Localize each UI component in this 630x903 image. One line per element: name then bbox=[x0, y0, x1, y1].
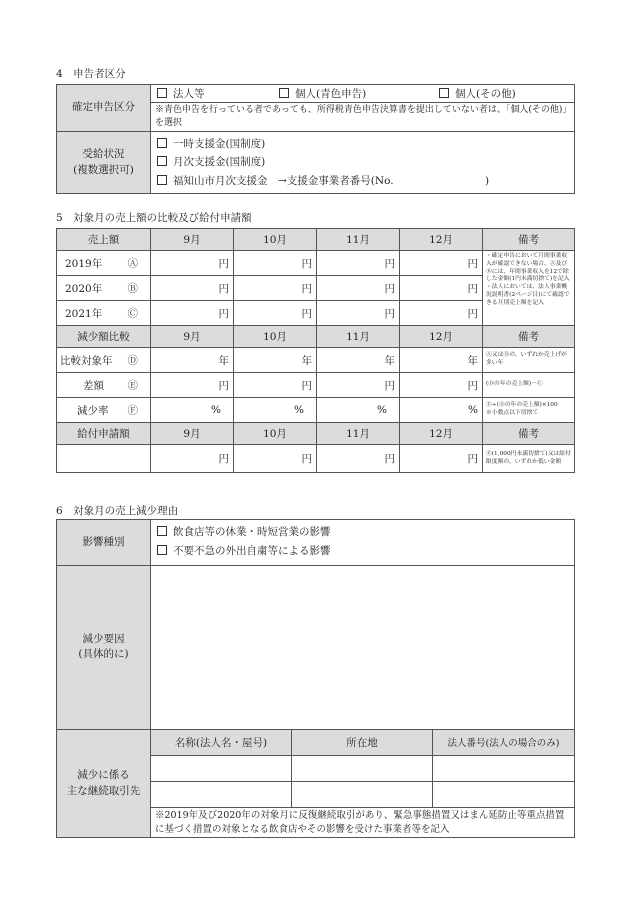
month-header: 12月 bbox=[400, 326, 483, 348]
input-cell[interactable]: 円 bbox=[400, 301, 483, 326]
rate-note: Ⓔ÷(Ⓓの年の売上額)×100 ※小数点以下切捨て bbox=[483, 398, 575, 423]
jukyu-options bbox=[151, 132, 575, 194]
input-cell[interactable] bbox=[433, 755, 575, 781]
section-4-table bbox=[56, 84, 575, 194]
checkbox-icon bbox=[157, 175, 167, 185]
month-header: 11月 bbox=[317, 423, 400, 445]
jukyu-option-fukuchiyama[interactable]: 福知山市月次支援金 →支援金事業者番号(No. ) bbox=[157, 172, 568, 190]
diff-note: (Ⓓの年の売上額)－Ⓒ bbox=[483, 373, 575, 398]
apply-note: Ⓔ(1,000円未満切捨て)又は給付限度額の、いずれか低い金額 bbox=[483, 445, 575, 473]
month-header: 12月 bbox=[400, 423, 483, 445]
kakutei-options bbox=[151, 85, 574, 103]
eikyo-option-inshokuten[interactable]: 飲食店等の休業・時短営業の影響 bbox=[157, 523, 568, 542]
checkbox-icon bbox=[279, 88, 289, 98]
table-row bbox=[57, 445, 575, 473]
biko-header: 備考 bbox=[483, 423, 575, 445]
row-label-2019: 2019年 Ⓐ bbox=[57, 251, 151, 276]
kakutei-note: ※青色申告を行っている者であっても、所得税青色申告決算書を提出していない者は、「個人(その他)」を選択 bbox=[155, 105, 567, 129]
checkbox-icon bbox=[157, 526, 167, 536]
genin-label: 減少要因 (具体的に) bbox=[57, 565, 151, 729]
month-header: 10月 bbox=[234, 229, 317, 251]
input-cell[interactable]: % bbox=[317, 398, 400, 423]
section-5-table bbox=[56, 228, 575, 473]
input-cell[interactable]: 円 bbox=[234, 373, 317, 398]
input-cell[interactable]: 円 bbox=[400, 445, 483, 473]
month-header: 10月 bbox=[234, 326, 317, 348]
input-cell[interactable] bbox=[292, 781, 433, 807]
input-cell[interactable]: 円 bbox=[234, 445, 317, 473]
row-label-2021: 2021年 Ⓒ bbox=[57, 301, 151, 326]
checkbox-icon bbox=[157, 88, 167, 98]
input-cell[interactable]: 年 bbox=[317, 348, 400, 373]
col-header-name: 名称(法人名・屋号) bbox=[151, 729, 292, 755]
option-houjin[interactable]: 法人等 bbox=[157, 86, 205, 101]
biko-header: 備考 bbox=[483, 229, 575, 251]
input-cell[interactable]: 円 bbox=[400, 251, 483, 276]
jukyu-option-ichiji[interactable]: 一時支援金(国制度) bbox=[157, 135, 568, 153]
section-5-title: 5 対象月の売上額の比較及び給付申請額 bbox=[56, 212, 252, 224]
apply-header: 給付申請額 bbox=[57, 423, 151, 445]
eikyo-label: 影響種別 bbox=[57, 520, 151, 566]
input-cell[interactable] bbox=[292, 755, 433, 781]
input-cell[interactable]: 円 bbox=[151, 276, 234, 301]
reduce-header: 減少額比較 bbox=[57, 326, 151, 348]
input-cell[interactable]: 円 bbox=[151, 251, 234, 276]
month-header: 12月 bbox=[400, 229, 483, 251]
jukyu-option-getsuji[interactable]: 月次支援金(国制度) bbox=[157, 153, 568, 171]
option-kojin-sonota[interactable]: 個人(その他) bbox=[439, 86, 516, 101]
input-cell[interactable]: 年 bbox=[400, 348, 483, 373]
section-6-table bbox=[56, 519, 575, 838]
eikyo-option-gaishutsu[interactable]: 不要不急の外出自粛等による影響 bbox=[157, 542, 568, 561]
section-4-title: 4 申告者区分 bbox=[56, 68, 126, 80]
sales-note: ・確定申告において月間事業収入が確認できない場合、Ⓐ及びⒷには、年間事業収入を12で除した金額(1円未満切捨て)を記入 ・法人においては、法人事業概況説明書(2ページ目)にて確認できる月別売上額を記入 bbox=[483, 251, 575, 326]
input-cell[interactable]: 年 bbox=[151, 348, 234, 373]
section-6-title: 6 対象月の売上減少理由 bbox=[56, 505, 179, 517]
kakutei-label: 確定申告区分 bbox=[57, 85, 151, 132]
table-row bbox=[57, 251, 575, 276]
input-cell[interactable] bbox=[433, 781, 575, 807]
month-header: 9月 bbox=[151, 423, 234, 445]
table-row bbox=[57, 373, 575, 398]
option-kojin-aoiro[interactable]: 個人(青色申告) bbox=[279, 86, 366, 101]
input-cell[interactable]: 円 bbox=[151, 373, 234, 398]
month-header: 10月 bbox=[234, 423, 317, 445]
input-cell[interactable]: 円 bbox=[317, 301, 400, 326]
row-label-rate: 減少率 Ⓕ bbox=[57, 398, 151, 423]
jukyu-label: 受給状況 (複数選択可) bbox=[57, 132, 151, 194]
month-header: 11月 bbox=[317, 229, 400, 251]
input-cell[interactable] bbox=[151, 755, 292, 781]
sales-header: 売上額 bbox=[57, 229, 151, 251]
row-label-diff: 差額 Ⓔ bbox=[57, 373, 151, 398]
table-row bbox=[57, 398, 575, 423]
checkbox-icon bbox=[157, 138, 167, 148]
input-cell[interactable]: 円 bbox=[234, 251, 317, 276]
month-header: 11月 bbox=[317, 326, 400, 348]
input-cell[interactable]: % bbox=[400, 398, 483, 423]
apply-empty-cell bbox=[57, 445, 151, 473]
col-header-corp-number: 法人番号(法人の場合のみ) bbox=[433, 729, 575, 755]
col-header-address: 所在地 bbox=[292, 729, 433, 755]
input-cell[interactable]: 円 bbox=[317, 373, 400, 398]
input-cell[interactable]: 円 bbox=[400, 373, 483, 398]
input-cell[interactable]: 年 bbox=[234, 348, 317, 373]
input-cell[interactable]: 円 bbox=[234, 301, 317, 326]
input-cell[interactable]: % bbox=[151, 398, 234, 423]
input-cell[interactable] bbox=[151, 781, 292, 807]
input-cell[interactable]: 円 bbox=[151, 301, 234, 326]
row-label-compare: 比較対象年 Ⓓ bbox=[57, 348, 151, 373]
eikyo-options bbox=[151, 520, 575, 566]
input-cell[interactable]: 円 bbox=[151, 445, 234, 473]
row-label-2020: 2020年 Ⓑ bbox=[57, 276, 151, 301]
month-header: 9月 bbox=[151, 229, 234, 251]
checkbox-icon bbox=[157, 545, 167, 555]
checkbox-icon bbox=[439, 88, 449, 98]
month-header: 9月 bbox=[151, 326, 234, 348]
torihiki-label: 減少に係る 主な継続取引先 bbox=[57, 729, 151, 838]
input-cell[interactable]: 円 bbox=[317, 251, 400, 276]
torihiki-note: ※2019年及び2020年の対象月に反復継続取引があり、緊急事態措置又はまん延防止等重点措置に基づく措置の対象となる飲食店やその影響を受けた事業者等を記入 bbox=[151, 807, 575, 838]
input-cell[interactable]: % bbox=[234, 398, 317, 423]
input-cell[interactable]: 円 bbox=[400, 276, 483, 301]
table-row bbox=[57, 348, 575, 373]
kakutei-cell bbox=[151, 85, 575, 132]
compare-note: Ⓐ又はⒷの、いずれか売上げが多い年 bbox=[483, 348, 575, 373]
genin-textarea[interactable] bbox=[151, 565, 575, 729]
input-cell[interactable]: 円 bbox=[234, 276, 317, 301]
input-cell[interactable]: 円 bbox=[317, 276, 400, 301]
input-cell[interactable]: 円 bbox=[317, 445, 400, 473]
biko-header: 備考 bbox=[483, 326, 575, 348]
checkbox-icon bbox=[157, 156, 167, 166]
